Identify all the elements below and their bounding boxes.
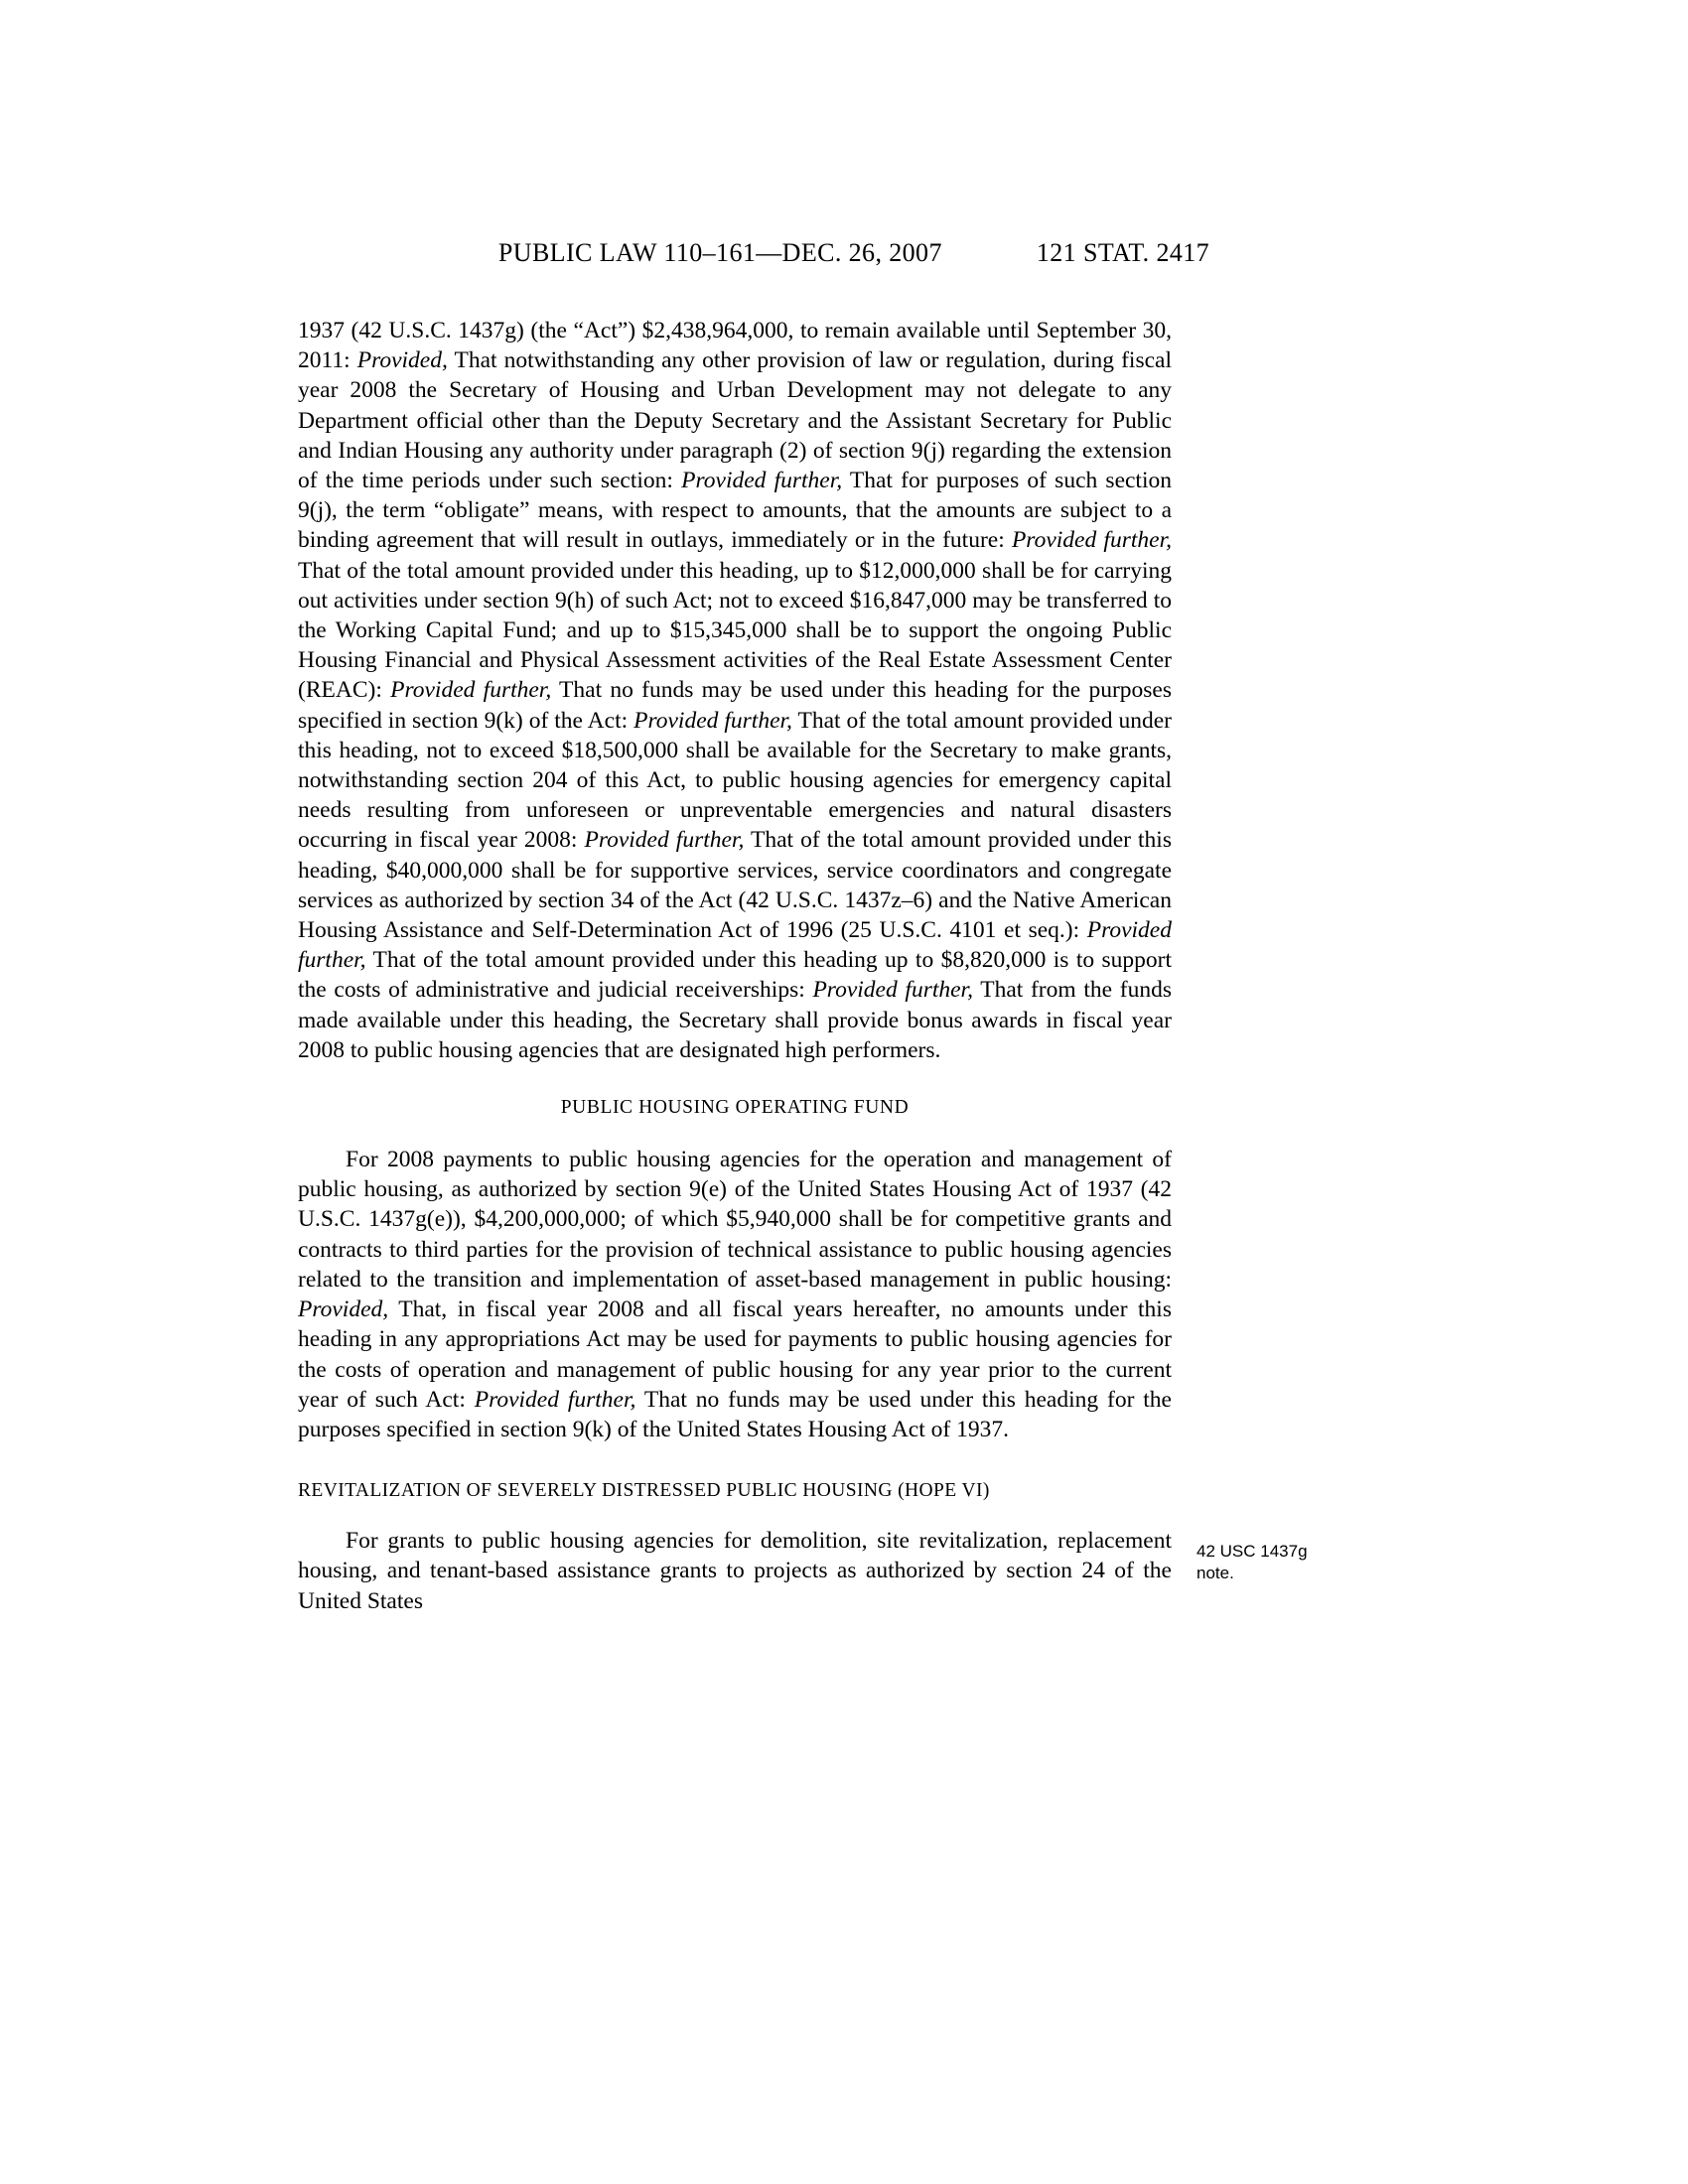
running-head: [298, 238, 1410, 268]
sidenote-usc-citation: [1196, 1541, 1385, 1584]
running-head-law: PUBLIC LAW 110–161—DEC. 26, 2007: [497, 238, 942, 267]
page-body: [298, 316, 1172, 1616]
spacer: [298, 1119, 1172, 1145]
spacer: [298, 1065, 1172, 1097]
section-heading-operating-fund: PUBLIC HOUSING OPERATING FUND: [560, 1097, 910, 1119]
paragraph-hope-vi: For grants to public housing agencies for demolition, site revitalization, replacement housing, and tenant-based assistance grants to projects as authorized by section 24 of the United States: [298, 1528, 1172, 1614]
paragraph-operating-fund: For 2008 payments to public housing agencies for the operation and management of public housing, as authorized by section 9(e) of the United States Housing Act of 1937 (42 U.S.C. 1437g(e)), $4,200,000,000; of which $5,940,000 shall be for competitive grants and contracts to third parties for the provision of technical assistance to public housing agencies related to the transition and implementation of asset-based management in public housing: Provided, That, in fiscal year 2008 and all fiscal years hereafter, no amounts under this heading in any appropriations Act may be used for payments to public housing agencies for the costs of operation and management of public housing for any year prior to the current year of such Act: Provided further, That no funds may be used under this heading for the purposes specified in section 9(k) of the United States Housing Act of 1937.: [298, 1147, 1172, 1442]
spacer: [298, 1444, 1172, 1480]
sidenote-line-2: note.: [1196, 1564, 1234, 1582]
paragraph-continuation: 1937 (42 U.S.C. 1437g) (the “Act”) $2,438,964,000, to remain available until September 30, 2011: Provided, That notwithstanding any other provision of law or regulation, during fiscal year 2008 the Secretary of Housing and Urban Development may not delegate to any Department official other than the Deputy Secretary and the Assistant Secretary for Public and Indian Housing any authority under paragraph (2) of section 9(j) regarding the extension of the time periods under such section: Provided further, That for purposes of such section 9(j), the term “obligate” means, with respect to amounts, that the amounts are subject to a binding agreement that will result in outlays, immediately or in the future: Provided further, That of the total amount provided under this heading, up to $12,000,000 shall be for carrying out activities under section 9(h) of such Act; not to exceed $16,847,000 may be transferred to the Working Capital Fund; and up to $15,345,000 shall be to support the ongoing Public Housing Financial and Physical Assessment activities of the Real Estate Assessment Center (REAC): Provided further, That no funds may be used under this heading for the purposes specified in section 9(k) of the Act: Provided further, That of the total amount provided under this heading, not to exceed $18,500,000 shall be available for the Secretary to make grants, notwithstanding section 204 of this Act, to public housing agencies for emergency capital needs resulting from unforeseen or unpreventable emergencies and natural disasters occurring in fiscal year 2008: Provided further, That of the total amount provided under this heading, $40,000,000 shall be for supportive services, service coordinators and congregate services as authorized by section 34 of the Act (42 U.S.C. 1437z–6) and the Native American Housing Assistance and Self-Determination Act of 1996 (25 U.S.C. 4101 et seq.): Provided further, That of the total amount provided under this heading up to $8,820,000 is to support the costs of administrative and judicial receiverships: Provided further, That from the funds made available under this heading, the Secretary shall provide bonus awards in fiscal year 2008 to public housing agencies that are designated high performers.: [298, 318, 1172, 1063]
running-head-stat: 121 STAT. 2417: [1036, 238, 1210, 267]
spacer: [298, 1502, 1172, 1526]
section-heading-hope-vi: REVITALIZATION OF SEVERELY DISTRESSED PUBLIC HOUSING (HOPE VI): [298, 1480, 990, 1502]
sidenote-line-1: 42 USC 1437g: [1196, 1542, 1308, 1561]
